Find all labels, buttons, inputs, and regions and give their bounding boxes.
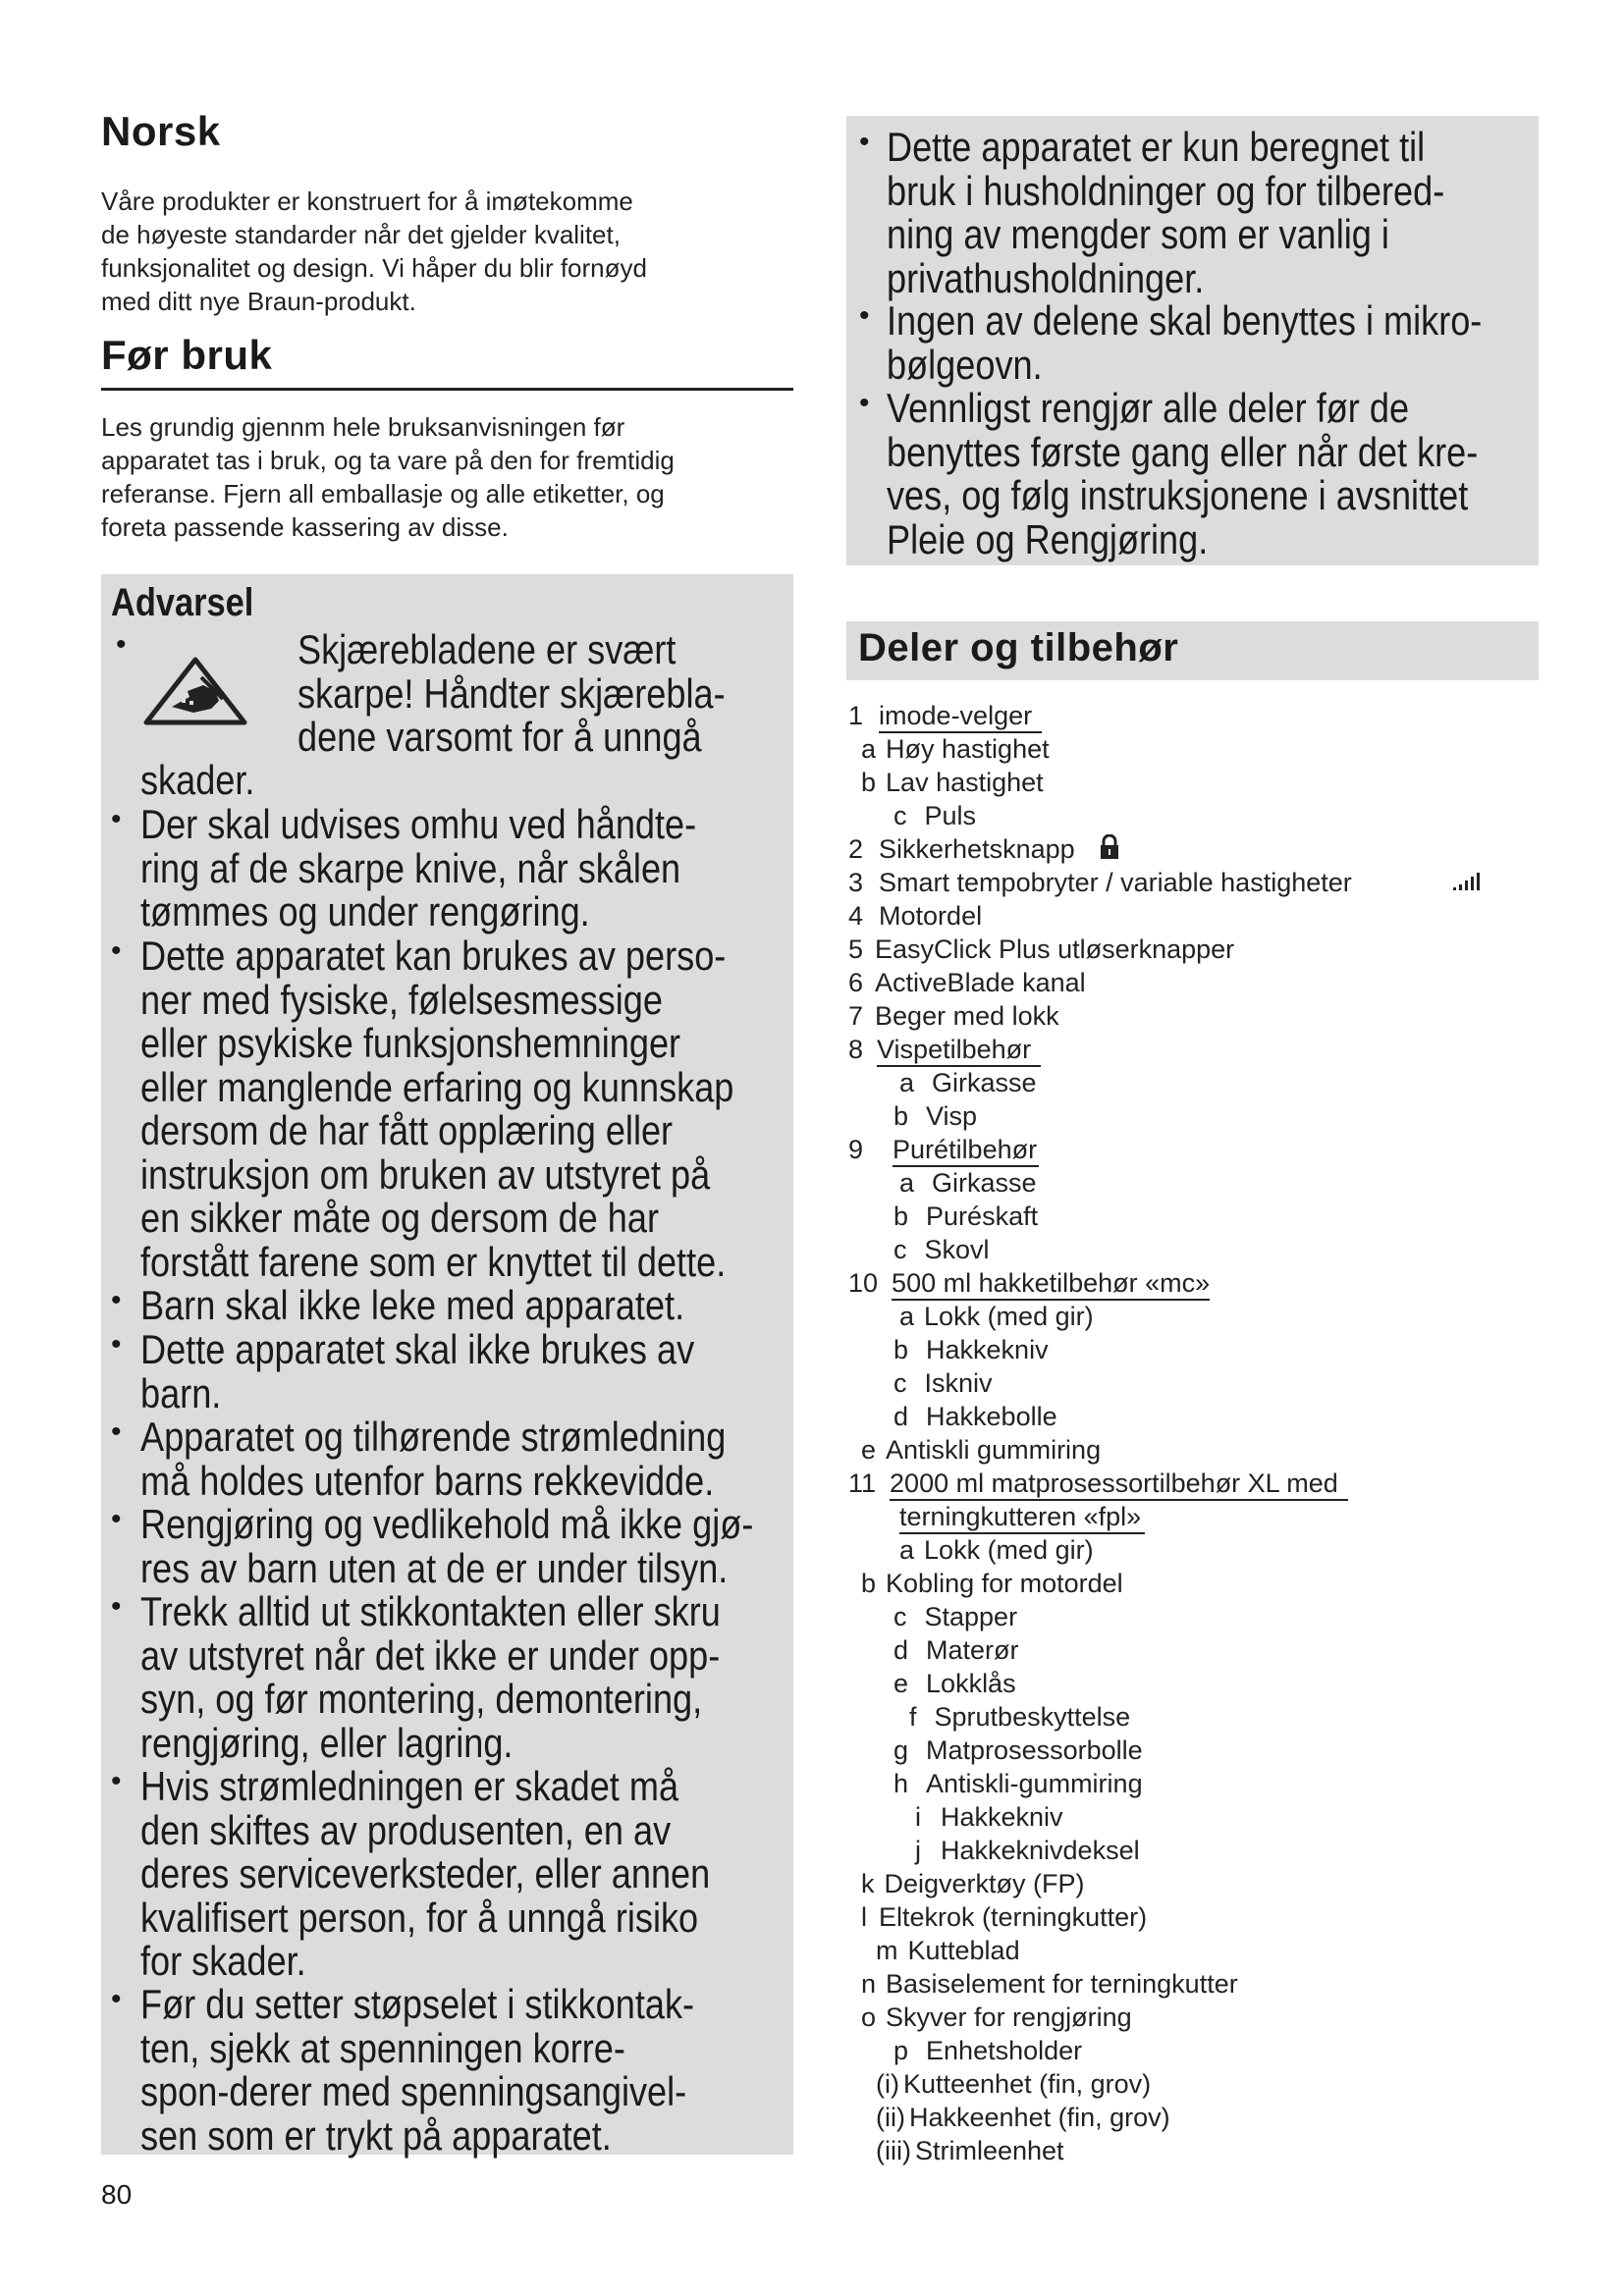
text-line: res av barn uten at de er under tilsyn.	[140, 1544, 729, 1591]
part-label: 6	[848, 968, 864, 997]
part-text: Lokk (med gir)	[924, 1535, 1094, 1565]
text-line: instruksjon om bruken av utstyret på	[140, 1150, 711, 1198]
part-label: 1	[848, 701, 864, 730]
part-label: o	[861, 2002, 877, 2032]
usage-item	[887, 299, 1482, 387]
part-text: Hakkebolle	[926, 1402, 1057, 1431]
text-line: Rengjøring og vedlikehold må ikke gjø-	[140, 1501, 754, 1547]
part-label: (iii)	[876, 2136, 911, 2165]
part-text: EasyClick Plus utløserknapper	[875, 934, 1235, 964]
text-line: Hvis strømledningen er skadet må	[140, 1763, 679, 1809]
part-text: Hakkeenhet (fin, grov)	[908, 2103, 1170, 2132]
part-label: 7	[848, 1001, 864, 1031]
bullet: •	[111, 1415, 122, 1448]
intro-text	[101, 185, 647, 318]
part-label: e	[893, 1669, 909, 1698]
text-line: Barn skal ikke leke med apparatet.	[140, 1282, 685, 1328]
part-label: 3	[848, 868, 864, 897]
bullet: •	[111, 1590, 122, 1623]
part-label: a	[861, 734, 877, 764]
part-label: (i)	[876, 2069, 899, 2099]
before-use-line: apparatet tas i bruk, og ta vare på den for fremtidig	[101, 446, 675, 475]
text-line: Ingen av delene skal benyttes i mikro-	[887, 297, 1483, 344]
text-line: deres serviceverksteder, eller annen	[140, 1850, 711, 1896]
bullet: •	[111, 1503, 122, 1535]
text-line: eller manglende erfaring og kunnskap	[140, 1063, 734, 1110]
text-line: dersom de har fått opplæring eller	[140, 1107, 674, 1153]
part-label: i	[915, 1802, 921, 1832]
parts-heading: Deler og tilbehør	[858, 626, 1179, 669]
bullet: •	[111, 1983, 122, 2015]
text-line: en sikker måte og dersom de har	[140, 1195, 660, 1241]
part-label: e	[861, 1435, 877, 1465]
bullet: •	[111, 1328, 122, 1361]
part-text: Skovl	[924, 1235, 990, 1264]
part-text: Girkasse	[932, 1168, 1037, 1198]
part-label: a	[899, 1302, 915, 1331]
text-line: Pleie og Rengjøring.	[887, 515, 1209, 562]
usage-item	[887, 126, 1444, 300]
text-line: skarpe! Håndter skjærebla-	[298, 669, 726, 717]
intro-line: med ditt nye Braun-produkt.	[101, 287, 416, 316]
part-text: Deigverktøy (FP)	[884, 1869, 1085, 1898]
part-label: l	[861, 1902, 867, 1932]
text-line: Dette apparatet skal ikke brukes av	[140, 1326, 695, 1372]
part-text: Girkasse	[932, 1068, 1037, 1097]
part-text: Eltekrok (terningkutter)	[879, 1902, 1148, 1932]
part-text: imode-velger	[879, 701, 1042, 733]
part-text: Lokk (med gir)	[924, 1302, 1094, 1331]
page-number: 80	[101, 2179, 133, 2210]
part-label: g	[893, 1735, 909, 1765]
text-line: forstått farene som er knyttet til dette.	[140, 1238, 727, 1285]
part-text: Puréskaft	[926, 1201, 1039, 1231]
text-line: Apparatet og tilhørende strømledning	[140, 1414, 727, 1460]
text-line: skader.	[140, 757, 255, 803]
part-text: Purétilbehør	[893, 1135, 1039, 1167]
part-text: Strimleenhet	[914, 2136, 1064, 2165]
part-text: Smart tempobryter / variable hastigheter	[879, 868, 1352, 897]
part-text: 2000 ml matprosessortilbehør XL med	[890, 1468, 1348, 1501]
text-line: tømmes og under rengøring.	[140, 888, 590, 934]
part-label: 4	[848, 901, 864, 931]
part-text: Enhetsholder	[926, 2036, 1083, 2065]
usage-item	[887, 387, 1478, 561]
heading-rule	[101, 388, 793, 391]
part-text: ActiveBlade kanal	[875, 968, 1086, 997]
before-use-line: Les grundig gjennm hele bruksanvisningen før	[101, 412, 625, 442]
warning-item	[140, 1983, 694, 2158]
warning-item	[140, 1765, 710, 1984]
part-text: Vispetilbehør	[877, 1035, 1041, 1067]
text-line: ning av mengder som er vanlig i	[887, 211, 1389, 257]
text-line: ves, og følg instruksjonene i avsnittet	[887, 472, 1469, 518]
text-line: spon-derer med spenningsangivel-	[140, 2068, 687, 2114]
part-label: (ii)	[876, 2103, 905, 2132]
part-label: b	[861, 768, 877, 797]
warning-item	[140, 1590, 721, 1765]
part-label: c	[893, 1368, 907, 1398]
part-label: 10	[848, 1268, 879, 1298]
part-text: Matprosessorbolle	[926, 1735, 1143, 1765]
warning-item-1-text	[298, 628, 726, 760]
part-text: Antiskli-gummiring	[926, 1769, 1143, 1798]
part-label: a	[899, 1535, 915, 1565]
part-text: Høy hastighet	[886, 734, 1050, 764]
lock-icon	[1100, 834, 1119, 867]
text-line: kvalifisert person, for å unngå risiko	[140, 1894, 699, 1941]
part-text: Skyver for rengjøring	[886, 2002, 1132, 2032]
intro-line: de høyeste standarder når det gjelder kvalitet,	[101, 220, 621, 249]
warning-item	[140, 1328, 694, 1415]
text-line: Dette apparatet er kun beregnet til	[887, 124, 1426, 170]
part-text: Kobling for motordel	[886, 1569, 1123, 1598]
text-line: Vennligst rengjør alle deler før de	[887, 385, 1410, 431]
warning-item	[140, 1415, 726, 1503]
text-line: benyttes første gang eller når det kre-	[887, 428, 1479, 475]
part-label: d	[893, 1635, 909, 1665]
part-label: k	[861, 1869, 875, 1898]
text-line: Før du setter støpselet i stikkontak-	[140, 1981, 695, 2027]
part-label: a	[899, 1168, 915, 1198]
part-label: d	[893, 1402, 909, 1431]
intro-heading: Norsk	[101, 108, 221, 154]
warning-item	[140, 1503, 753, 1590]
part-text: Hakkekniv	[941, 1802, 1063, 1832]
before-use-text	[101, 410, 675, 544]
text-line: ner med fysiske, følelsesmessige	[140, 976, 663, 1023]
text-line: bruk i husholdninger og for tilbered-	[887, 167, 1445, 214]
text-line: eller psykiske funksjonshemninger	[140, 1020, 681, 1066]
bullet: •	[111, 803, 122, 835]
bullet: •	[111, 934, 122, 967]
part-text: Materør	[926, 1635, 1019, 1665]
part-label: 9	[848, 1135, 864, 1164]
part-label: h	[893, 1769, 909, 1798]
text-line: bølgeovn.	[887, 341, 1043, 388]
part-text: Antiskli gummiring	[886, 1435, 1102, 1465]
bullet: •	[111, 1284, 122, 1316]
bullet: •	[859, 126, 870, 158]
before-use-heading: Før bruk	[101, 332, 273, 378]
part-text: Basiselement for terningkutter	[886, 1969, 1238, 1999]
part-text: Iskniv	[924, 1368, 993, 1398]
part-text: 500 ml hakketilbehør «mc»	[892, 1268, 1210, 1301]
part-label: n	[861, 1969, 877, 1999]
part-text: Lav hastighet	[886, 768, 1044, 797]
part-text: terningkutteren «fpl»	[899, 1502, 1145, 1534]
part-label: 2	[848, 834, 864, 864]
part-text: Lokklås	[926, 1669, 1016, 1698]
text-line: Dette apparatet kan brukes av perso-	[140, 933, 727, 979]
part-label: p	[893, 2036, 909, 2065]
part-label: b	[893, 1201, 909, 1231]
text-line: av utstyret når det ikke er under opp-	[140, 1631, 721, 1679]
before-use-line: referanse. Fjern all emballasje og alle etiketter, og	[101, 479, 665, 508]
warning-item	[140, 1284, 684, 1328]
text-line: Skjærebladene er svært	[298, 626, 677, 672]
text-line: syn, og før montering, demontering,	[140, 1676, 703, 1722]
part-label: b	[893, 1101, 909, 1131]
bullet: •	[111, 1765, 122, 1797]
warning-title: Advarsel	[111, 581, 254, 624]
warning-item	[140, 934, 733, 1284]
part-text: Motordel	[879, 901, 983, 931]
part-label: c	[893, 1235, 907, 1264]
text-line: Trekk alltid ut stikkontakten eller skru	[140, 1588, 721, 1634]
part-label: a	[899, 1068, 915, 1097]
text-line: dene varsomt for å unngå	[298, 714, 702, 760]
part-label: j	[915, 1836, 921, 1865]
text-line: for skader.	[140, 1938, 306, 1984]
part-text: Stapper	[924, 1602, 1018, 1631]
part-text: Kutteblad	[907, 1936, 1020, 1965]
text-line: rengjøring, eller lagring.	[140, 1719, 514, 1766]
part-text: Sikkerhetsknapp	[879, 834, 1075, 864]
warning-item	[140, 803, 696, 934]
before-use-line: foreta passende kassering av disse.	[101, 512, 509, 542]
text-line: barn.	[140, 1369, 222, 1416]
part-text: Hakkekniv	[926, 1335, 1049, 1364]
signal-bars-icon	[1453, 871, 1487, 897]
bullet: •	[859, 299, 870, 332]
text-line: ten, sjekk at spenningen korre-	[140, 2024, 625, 2071]
part-text: Kutteenhet (fin, grov)	[902, 2069, 1152, 2099]
part-text: Sprutbeskyttelse	[934, 1702, 1131, 1732]
part-text: Beger med lokk	[875, 1001, 1059, 1031]
hand-cut-warning-icon	[142, 656, 248, 726]
part-label: 11	[848, 1468, 877, 1498]
part-text: Puls	[924, 801, 977, 830]
part-label: f	[909, 1702, 917, 1732]
part-label: b	[861, 1569, 877, 1598]
bullet: •	[116, 628, 127, 661]
intro-line: funksjonalitet og design. Vi håper du blir fornøyd	[101, 253, 647, 283]
bullet: •	[859, 387, 870, 419]
text-line: må holdes utenfor barns rekkevidde.	[140, 1457, 715, 1504]
part-label: 5	[848, 934, 864, 964]
part-text: Hakkeknivdeksel	[941, 1836, 1140, 1865]
part-label: c	[893, 1602, 907, 1631]
text-line: ring af de skarpe knive, når skålen	[140, 844, 681, 891]
part-text: Visp	[926, 1101, 978, 1131]
part-label: m	[876, 1936, 898, 1965]
part-label: c	[893, 801, 907, 830]
text-line: den skiftes av produsenten, en av	[140, 1806, 672, 1853]
part-label: b	[893, 1335, 909, 1364]
text-line: privathusholdninger.	[887, 254, 1205, 301]
part-label: 8	[848, 1035, 864, 1064]
intro-line: Våre produkter er konstruert for å imøtekomme	[101, 187, 633, 216]
text-line: Der skal udvises omhu ved håndte-	[140, 801, 697, 847]
text-line: sen som er trykt på apparatet.	[140, 2111, 612, 2159]
